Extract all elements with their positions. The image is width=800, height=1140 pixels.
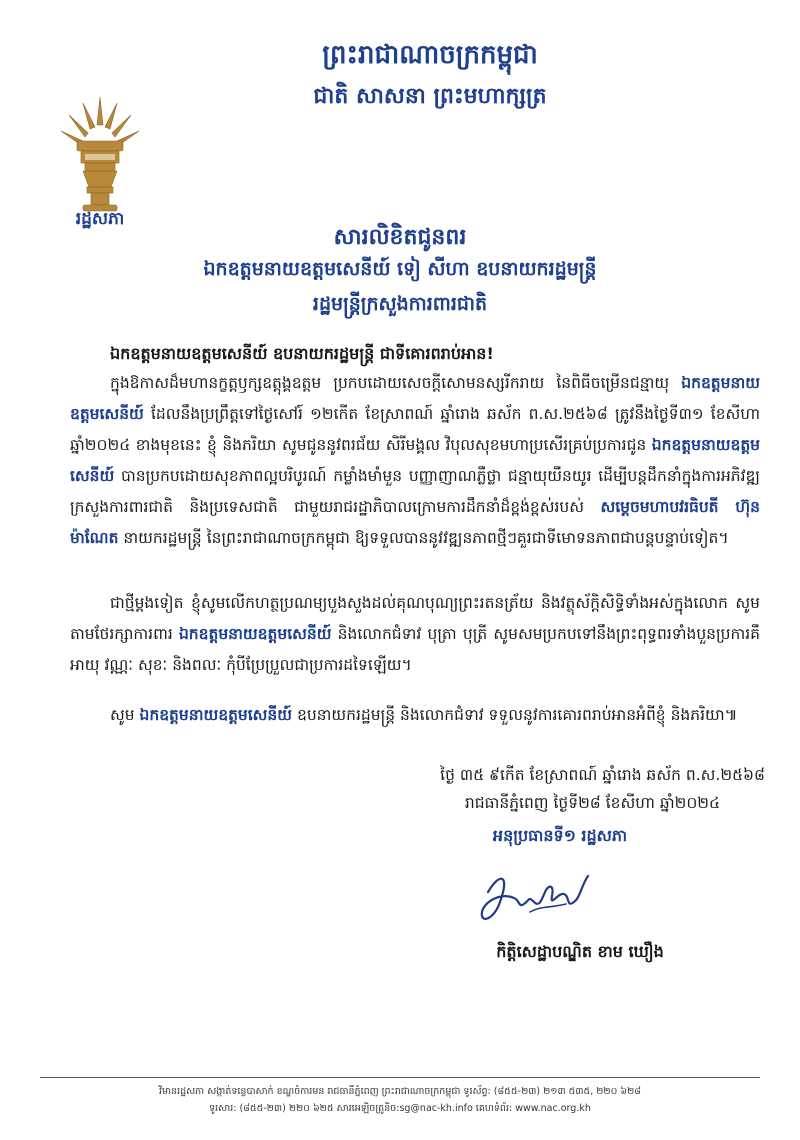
addressee-line-2: រដ្ឋមន្ត្រីក្រសួងការពារជាតិ	[312, 293, 488, 315]
p3-honorific: ឯកឧត្តមនាយឧត្តមសេនីយ៍	[139, 706, 293, 724]
letter-title: សារលិខិតជូនពរ	[333, 225, 467, 250]
footer-divider	[40, 1077, 760, 1078]
national-motto: ជាតិ សាសនា ព្រះមហាក្សត្រ	[313, 84, 547, 109]
date-solar: រាជធានីភ្នំពេញ ថ្ងៃទី២៨ ខែសីហា ឆ្នាំ២០២៤	[464, 794, 720, 812]
p1-text-a: ក្នុងឱកាសដ៏មហានក្ខត្តឫក្សឧត្តុង្គឧត្តម ប្រកបដោយសេចក្តីសោមនស្សរីករាយ នៃពិធីចម្រើនជន្មាយុ	[110, 374, 682, 392]
p1-text-g: នាយករដ្ឋមន្ត្រី នៃព្រះរាជាណាចក្រកម្ពុជា ឱ្យទទួលបាននូវវឌ្ឍនភាពថ្មីៗគួរជាទីមោទនភាពជាបន្តបន្ទាប់ទៀត។	[118, 529, 729, 547]
p2-text-a: ជាថ្មីម្តងទៀត ខ្ញុំសូមលើកហត្ថប្រណម្យបួងសួងដល់គុណបុណ្យព្រះរតនត្រ័យ និងវត្ថុស័ក្តិសិទ្ធិទាំងអស់ក្នុងលោក សូមតាមថែរក្សាការពារ	[70, 594, 760, 643]
paragraph-1	[70, 368, 760, 554]
footer-address: វិមានរដ្ឋសភា សង្កាត់ទន្លេបាសាក់ ខណ្ឌចំការមន រាជធានីភ្នំពេញ ព្រះរាជាណាចក្រកម្ពុជា ទូរស័ព្ទ: (៨៥៥-២៣) ២១៣ ៥៣៥, ២២០ ៦២៨	[159, 1086, 641, 1097]
footer-contact: ទូរសារ: (៨៥៥-២៣) ២២០ ៦២៥ សារអេឡិចត្រូនិច:sg@nac-kh.info គេហទំព័រ: www.nac.org.kh	[209, 1103, 591, 1114]
p1-text-e: បានប្រកបដោយសុខភាពល្អបរិបូរណ៍ កម្លាំងមាំមួន បញ្ញាញាណភ្លឺថ្លា ជន្មាយុយឺនយូរ ដើម្បីបន្តដឹកនាំក្នុងការអភិវឌ្ឍក្រសួងការពារជាតិ និងប្រទេសជាតិ ជាមួយរាជរដ្ឋាភិបាលក្រោមការដឹកនាំដ៏ខ្ពង់ខ្ពស់របស់	[70, 467, 760, 516]
org-name: រដ្ឋសភា	[75, 209, 125, 229]
paragraph-3	[70, 700, 760, 731]
paragraph-2	[70, 588, 760, 681]
p2-honorific: ឯកឧត្តមនាយឧត្តមសេនីយ៍	[178, 625, 332, 643]
signer-name: កិត្តិសេដ្ឋាបណ្ឌិត ខាម ឃឿង	[496, 942, 664, 961]
handwritten-signature	[470, 862, 600, 932]
p1-text-c: ដែលនឹងប្រព្រឹត្តទៅថ្ងៃសៅរ៍ ១២កើត ខែស្រាពណ៍ ឆ្នាំរោង ឆស័ក ព.ស.២៥៦៨ ត្រូវនឹងថ្ងៃទី៣១ ខែសីហា ឆ្នាំ២០២៤ ខាងមុខនេះ ខ្ញុំ និងភរិយា សូមជូននូវពរជ័យ សិរីមង្គល វិបុលសុខមហាប្រសើរគ្រប់ប្រការជូន	[70, 405, 760, 454]
p2-text-c: និងលោកជំទាវ បុត្រា បុត្រី សូមសមប្រកបទៅនឹងព្រះពុទ្ធពរទាំងបួនប្រការគឺ អាយុ វណ្ណៈ សុខៈ និងពលៈ កុំបីប្រែប្រួលជាប្រការដទៃឡើយ។	[70, 625, 760, 674]
date-lunar: ថ្ងៃ ៣៥ ៩កើត ខែស្រាពណ៍ ឆ្នាំរោង ឆស័ក ព.ស.២៥៦៨	[440, 766, 765, 784]
p1-prime-minister-name: សម្តេចមហាបវរធិបតី ហ៊ុន ម៉ាណែត	[70, 498, 761, 547]
kingdom-heading: ព្រះរាជាណាចក្រកម្ពុជា	[322, 40, 538, 70]
addressee-line-1: ឯកឧត្តមនាយឧត្តមសេនីយ៍ ទៀ សីហា ឧបនាយករដ្ឋមន្ត្រី	[203, 258, 597, 280]
salutation: ឯកឧត្តមនាយឧត្តមសេនីយ៍ ឧបនាយករដ្ឋមន្ត្រី ជាទីគោរពរាប់អាន!	[110, 344, 494, 363]
p1-honorific-1: ឯកឧត្តមនាយឧត្តមសេនីយ៍	[70, 374, 760, 423]
national-assembly-emblem-icon	[55, 95, 145, 215]
signer-title: អនុប្រធានទី១ រដ្ឋសភា	[492, 826, 628, 845]
p3-text-a: សូម	[110, 706, 140, 724]
p1-honorific-2: ឯកឧត្តមនាយឧត្តមសេនីយ៍	[70, 436, 760, 485]
p3-text-c: ឧបនាយករដ្ឋមន្ត្រី និងលោកជំទាវ ទទួលនូវការគោរពរាប់អានអំពីខ្ញុំ និងភរិយា៕	[292, 706, 738, 724]
